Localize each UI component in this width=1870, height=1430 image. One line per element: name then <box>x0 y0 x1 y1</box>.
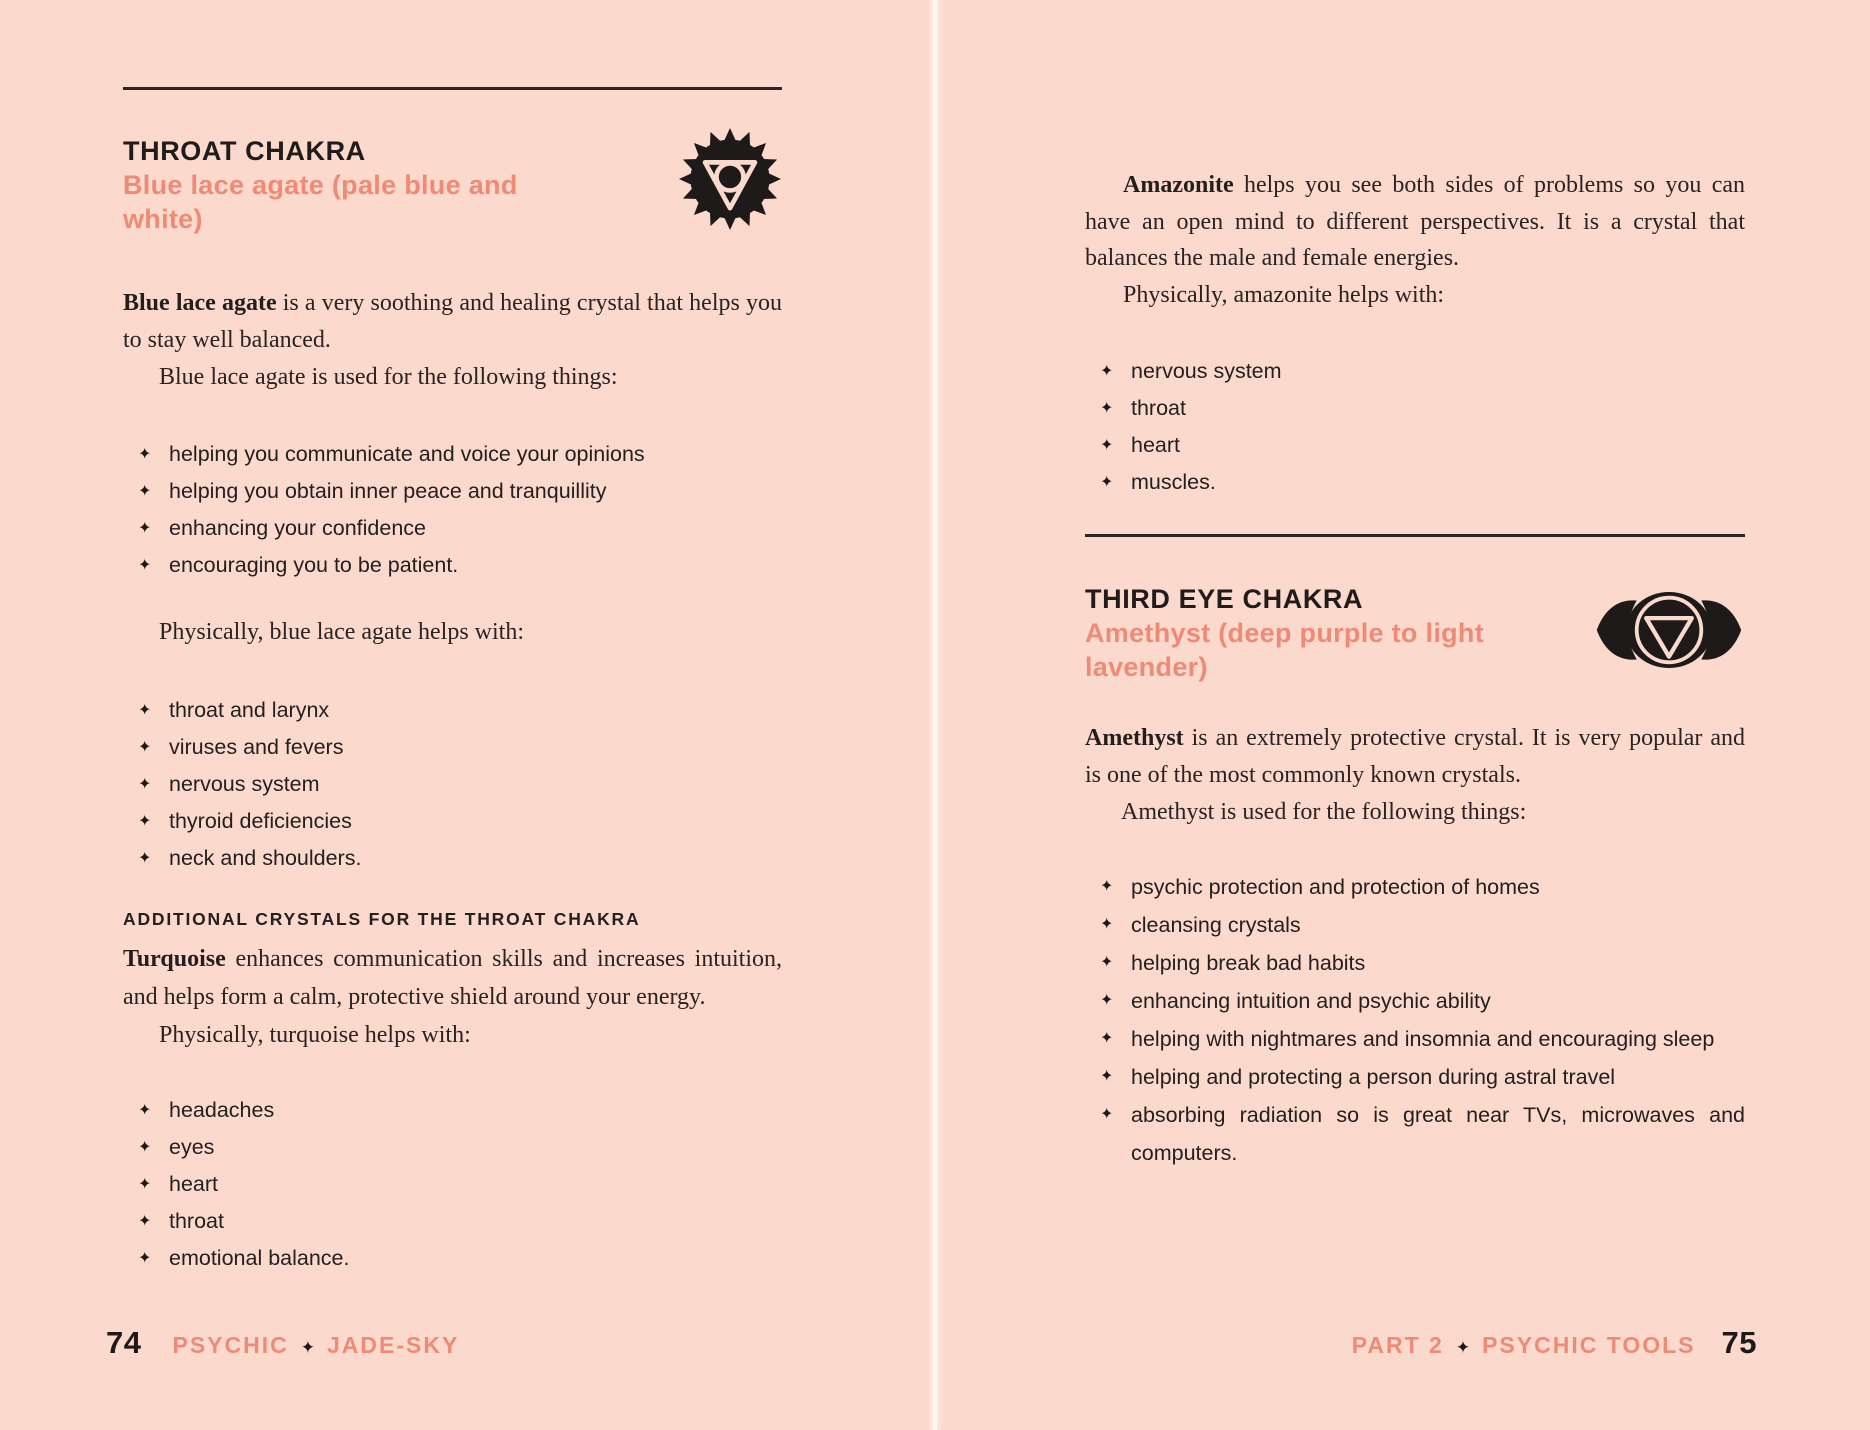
turquoise-paragraph <box>123 940 782 1016</box>
list-item <box>123 510 782 547</box>
turquoise-physical-intro-line: Physically, turquoise helps with: <box>159 1022 471 1048</box>
amazonite-paragraph <box>1085 167 1745 277</box>
bullet-star-icon: ✦ <box>138 739 152 756</box>
list-item-text: neck and shoulders. <box>169 846 362 870</box>
section-divider-rule <box>1085 534 1745 537</box>
bullet-star-icon: ✦ <box>138 1213 152 1230</box>
bullet-star-icon: ✦ <box>138 446 152 463</box>
list-item-text: eyes <box>169 1135 215 1159</box>
blue-lace-agate-intro-paragraph <box>123 285 782 359</box>
bullet-star-icon: ✦ <box>1100 992 1114 1009</box>
bullet-star-icon: ✦ <box>1100 1030 1114 1047</box>
list-item-text: nervous system <box>169 772 320 796</box>
list-item-text: emotional balance. <box>169 1246 350 1270</box>
list-item <box>123 1092 782 1129</box>
footer-star-icon: ✦ <box>1455 1338 1471 1357</box>
page-number: 74 <box>106 1325 142 1360</box>
bullet-star-icon: ✦ <box>1100 954 1114 971</box>
bullet-star-icon: ✦ <box>1100 1068 1114 1085</box>
list-item-text: viruses and fevers <box>169 735 344 759</box>
turquoise-text: enhances communication skills and increases intuition, and helps form a calm, protective shield around your energy. <box>123 946 782 1010</box>
list-item <box>123 1129 782 1166</box>
list-item-text: psychic protection and protection of homes <box>1131 875 1540 899</box>
bullet-star-icon: ✦ <box>138 1139 152 1156</box>
list-item <box>123 547 782 584</box>
left-page-footer <box>106 1327 459 1358</box>
list-item <box>123 803 782 840</box>
bullet-star-icon: ✦ <box>138 1176 152 1193</box>
page-gutter <box>933 0 937 1430</box>
list-item <box>1085 1096 1745 1172</box>
list-item <box>1085 390 1745 427</box>
amazonite-physical-list <box>1085 353 1745 501</box>
bullet-star-icon: ✦ <box>1100 437 1114 454</box>
bullet-star-icon: ✦ <box>1100 878 1114 895</box>
list-item-text: heart <box>169 1172 219 1196</box>
section-label: PSYCHIC TOOLS <box>1482 1332 1696 1358</box>
section-title: THIRD EYE CHAKRA <box>1085 584 1364 614</box>
list-item-text: nervous system <box>1131 359 1282 383</box>
list-item-text: throat and larynx <box>169 698 330 722</box>
list-item <box>123 1240 782 1277</box>
throat-chakra-icon <box>678 127 782 231</box>
list-item-text: helping with nightmares and insomnia and encouraging sleep <box>1131 1027 1715 1051</box>
crystal-name-bold: Turquoise <box>123 946 226 972</box>
part-label: PART 2 <box>1351 1332 1444 1358</box>
list-item <box>1085 353 1745 390</box>
list-item <box>1085 906 1745 944</box>
bullet-star-icon: ✦ <box>138 520 152 537</box>
book-title: PSYCHIC <box>172 1332 289 1358</box>
list-item-text: heart <box>1131 433 1181 457</box>
list-item-text: absorbing radiation so is great near TVs, microwaves and computers. <box>1131 1103 1745 1165</box>
list-item-text: helping and protecting a person during astral travel <box>1131 1065 1616 1089</box>
list-item <box>1085 427 1745 464</box>
section-subtitle: Amethyst (deep purple to light lavender) <box>1085 618 1485 682</box>
list-item-text: thyroid deficiencies <box>169 809 352 833</box>
crystal-name-bold: Amethyst <box>1085 725 1184 751</box>
crystal-name-bold: Amazonite <box>1123 172 1234 198</box>
list-item-text: enhancing your confidence <box>169 516 426 540</box>
blue-lace-agate-uses-list <box>123 436 782 584</box>
list-item <box>123 473 782 510</box>
blue-lace-agate-physical-list <box>123 692 782 877</box>
list-item <box>1085 464 1745 501</box>
third-eye-chakra-header <box>1085 583 1745 684</box>
list-item-text: enhancing intuition and psychic ability <box>1131 989 1491 1013</box>
additional-crystals-heading: ADDITIONAL CRYSTALS FOR THE THROAT CHAKRA <box>123 909 641 929</box>
list-item <box>123 1166 782 1203</box>
amazonite-physical-intro-line: Physically, amazonite helps with: <box>1123 281 1445 308</box>
physical-intro-line: Physically, blue lace agate helps with: <box>159 619 525 645</box>
list-item <box>123 729 782 766</box>
bullet-star-icon: ✦ <box>138 557 152 574</box>
third-eye-chakra-icon <box>1593 589 1745 671</box>
bullet-star-icon: ✦ <box>138 813 152 830</box>
section-divider-rule <box>123 87 782 90</box>
list-item-text: throat <box>169 1209 224 1233</box>
amethyst-text: is an extremely protective crystal. It is very popular and is one of the most commonly known crystals. <box>1085 725 1745 788</box>
bullet-star-icon: ✦ <box>1100 916 1114 933</box>
list-item-text: cleansing crystals <box>1131 913 1301 937</box>
amethyst-uses-intro-line: Amethyst is used for the following things: <box>1121 799 1527 825</box>
footer-star-icon: ✦ <box>300 1338 315 1357</box>
intro-text: is a very soothing and healing crystal that helps you to stay well balanced. <box>123 290 782 353</box>
list-item-text: helping you communicate and voice your opinions <box>169 442 645 466</box>
throat-chakra-titles <box>123 135 603 236</box>
bullet-star-icon: ✦ <box>1100 1106 1114 1123</box>
list-item-text: headaches <box>169 1098 275 1122</box>
list-item <box>1085 982 1745 1020</box>
bullet-star-icon: ✦ <box>138 1102 152 1119</box>
list-item-text: helping break bad habits <box>1131 951 1366 975</box>
bullet-star-icon: ✦ <box>138 702 152 719</box>
left-page <box>106 0 782 1430</box>
crystal-name-bold: Blue lace agate <box>123 290 277 316</box>
amazonite-text: helps you see both sides of problems so you can have an open mind to different perspectives. It is a crystal that balances the male and female energies. <box>1085 172 1745 271</box>
list-item <box>1085 868 1745 906</box>
third-eye-chakra-titles <box>1085 583 1565 684</box>
list-item-text: helping you obtain inner peace and tranquillity <box>169 479 607 503</box>
list-item <box>123 1203 782 1240</box>
amethyst-intro-paragraph <box>1085 720 1745 794</box>
list-item <box>1085 944 1745 982</box>
list-item-text: throat <box>1131 396 1186 420</box>
author-name: JADE-SKY <box>326 1332 460 1358</box>
turquoise-physical-list <box>123 1092 782 1277</box>
list-item-text: muscles. <box>1131 470 1216 494</box>
bullet-star-icon: ✦ <box>1100 474 1114 491</box>
uses-intro-line: Blue lace agate is used for the following things: <box>159 364 618 390</box>
bullet-star-icon: ✦ <box>138 1250 152 1267</box>
list-item <box>123 692 782 729</box>
list-item-text: encouraging you to be patient. <box>169 553 459 577</box>
amethyst-uses-list <box>1085 868 1745 1172</box>
bullet-star-icon: ✦ <box>138 850 152 867</box>
bullet-star-icon: ✦ <box>1100 400 1114 417</box>
section-title: THROAT CHAKRA <box>123 136 366 166</box>
bullet-star-icon: ✦ <box>138 483 152 500</box>
list-item <box>1085 1020 1745 1058</box>
bullet-star-icon: ✦ <box>138 776 152 793</box>
right-page <box>1085 0 1757 1430</box>
throat-chakra-header <box>123 135 782 236</box>
list-item <box>123 766 782 803</box>
bullet-star-icon: ✦ <box>1100 363 1114 380</box>
list-item <box>1085 1058 1745 1096</box>
section-subtitle: Blue lace agate (pale blue and white) <box>123 170 518 234</box>
page-number: 75 <box>1721 1325 1757 1360</box>
right-page-footer <box>1352 1327 1757 1358</box>
list-item <box>123 840 782 877</box>
list-item <box>123 436 782 473</box>
